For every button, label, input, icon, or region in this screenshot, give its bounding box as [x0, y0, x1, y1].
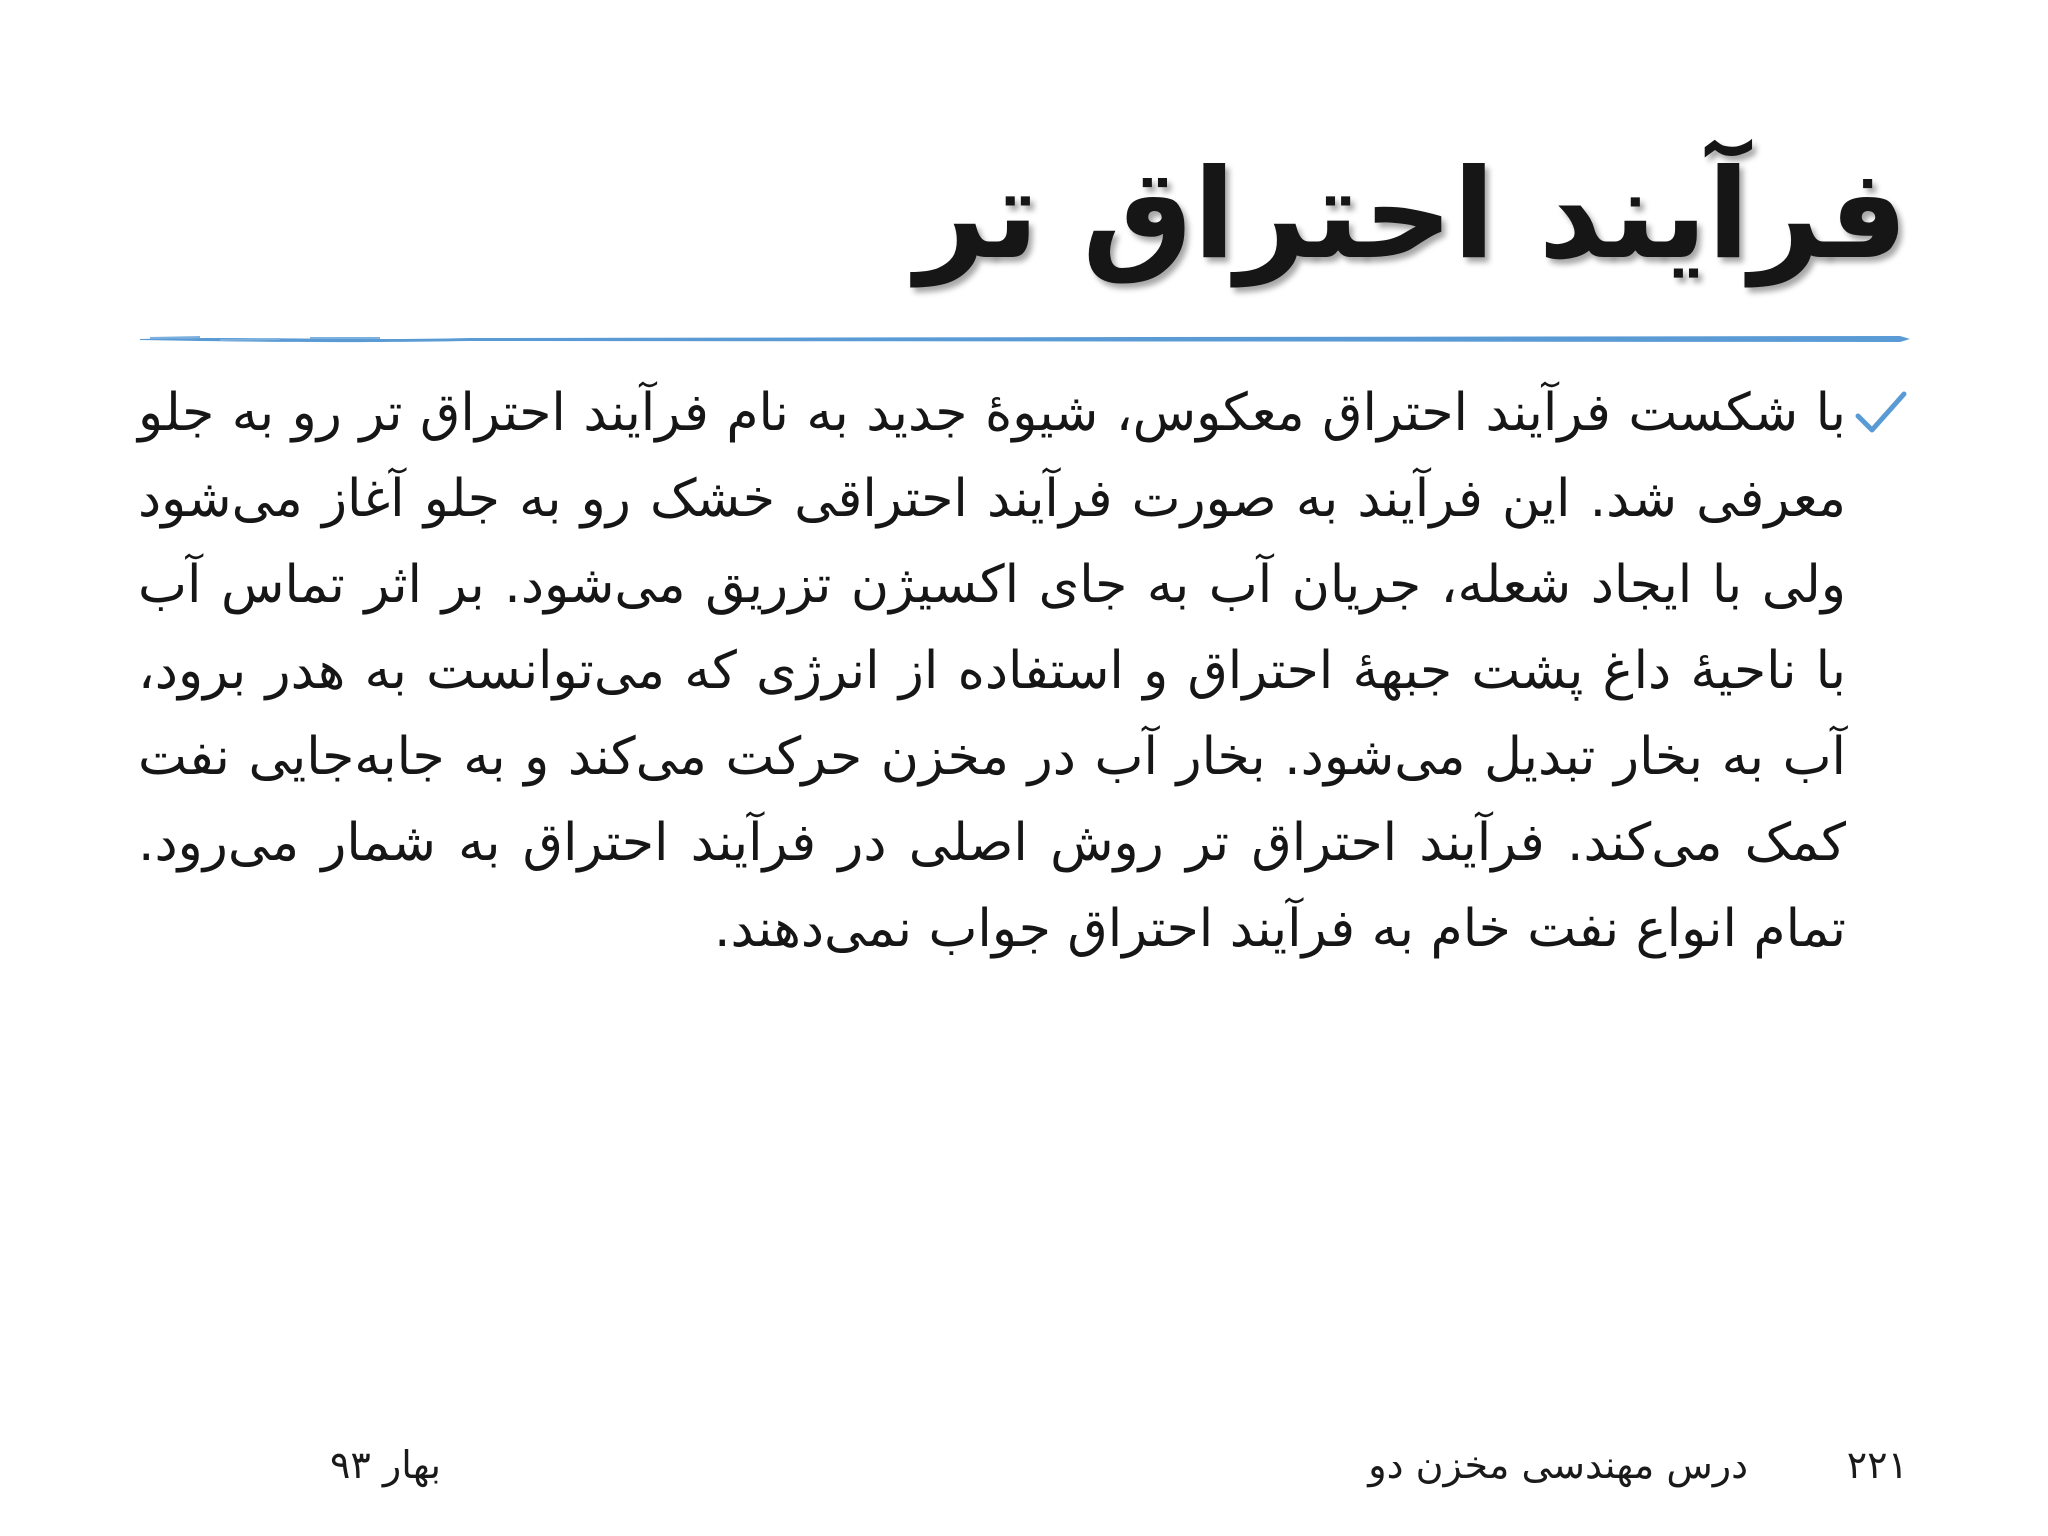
slide-title: فرآیند احتراق تر: [915, 143, 1908, 287]
bullet-item: [138, 370, 1908, 972]
bullet-text: با شکست فرآیند احتراق معکوس، شیوهٔ جدید به نام فرآیند احتراق تر رو به جلو معرفی شد. این فرآیند به صورت فرآیند احتراقی خشک رو به جلو آغاز می‌شود ولی با ایجاد شعله، جریان آب به جای اکسیژن تزریق می‌شود. بر اثر تماس آب با ناحیهٔ داغ پشت جبههٔ احتراق و استفاده از انرژی که می‌توانست به هدر برود، آب به بخار تبدیل می‌شود. بخار آب در مخزن حرکت می‌کند و به جابه‌جایی نفت کمک می‌کند. فرآیند احتراق تر روش اصلی در فرآیند احتراق به شمار می‌رود. تمام انواع نفت خام به فرآیند احتراق جواب نمی‌دهند.: [138, 383, 1846, 959]
course-name: درس مهندسی مخزن دو: [1368, 1443, 1748, 1487]
term-label: بهار ۹۳: [330, 1443, 441, 1487]
page-number: ۲۲۱: [1846, 1443, 1908, 1487]
title-divider: [140, 332, 1910, 346]
checkmark-icon: [1852, 386, 1908, 442]
